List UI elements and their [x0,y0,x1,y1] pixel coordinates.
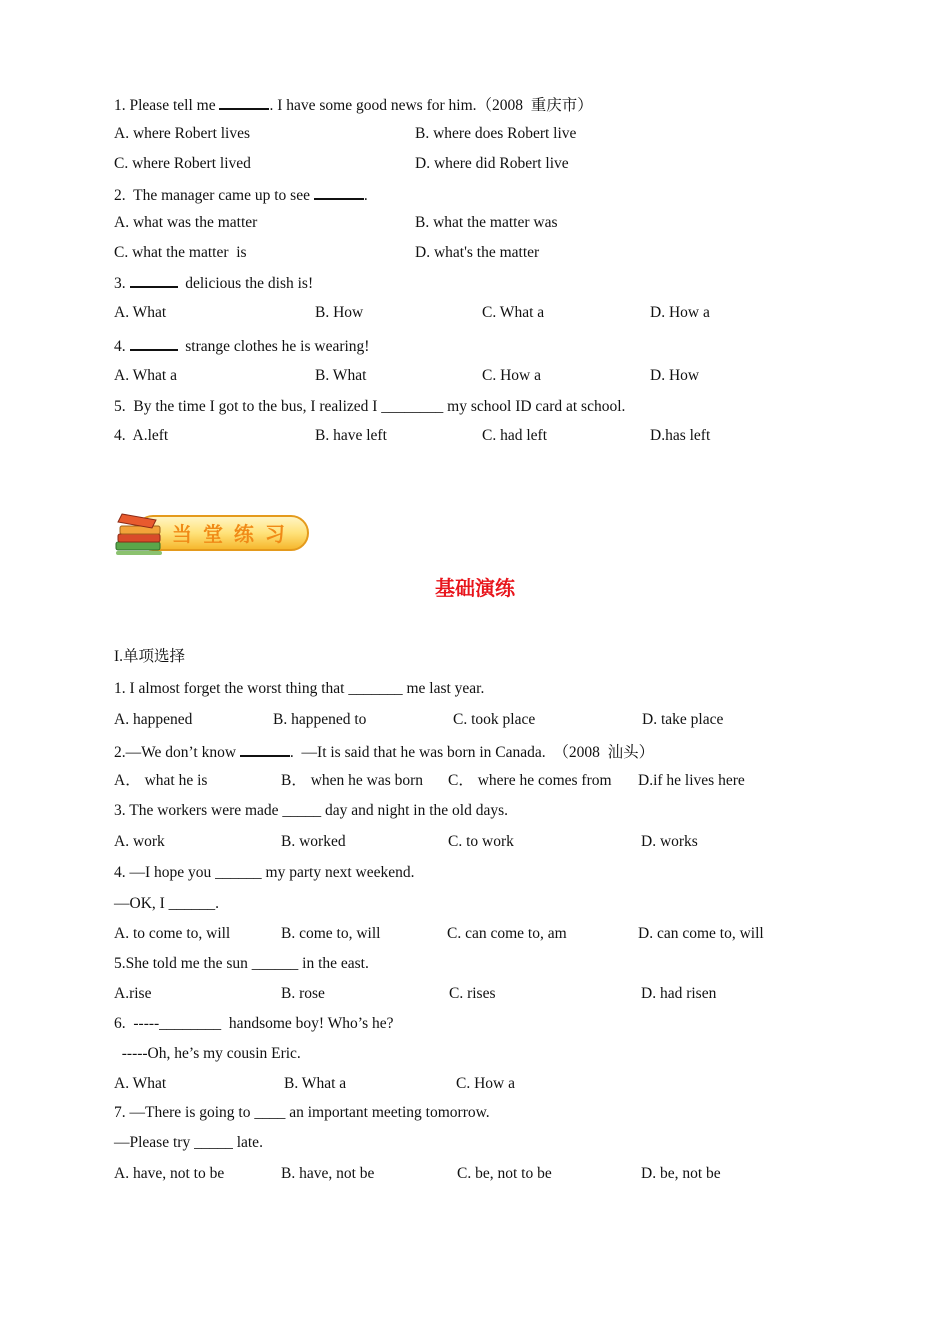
option-a: A. to come to, will [114,925,231,942]
section-title: 基础演练 [435,576,515,600]
question-4 [114,335,369,357]
question-4: 4. —I hope you ______ my party next weekend. [114,864,415,881]
question-6: 6. -----________ handsome boy! Who’s he? [114,1015,394,1032]
answer-blank [219,94,269,110]
section-heading: I.单项选择 [114,648,186,665]
option-a: A. where Robert lives [114,125,251,142]
option-c: C. What a [482,304,545,321]
question-5: 5. By the time I got to the bus, I realized I ________ my school ID card at school. [114,398,626,415]
question-7: 7. —There is going to ____ an important meeting tomorrow. [114,1104,490,1121]
option-c: C. How a [482,367,541,384]
option-d: D. take place [642,711,724,728]
option-c: C. took place [453,711,536,728]
option-b: B. rose [281,985,325,1002]
answer-blank [314,184,364,200]
question-4-reply: —OK, I ______. [114,895,220,912]
option-d: D. where did Robert live [415,155,569,172]
question-3-stem: 3. [114,275,130,292]
option-c: C. can come to, am [447,925,567,942]
badge-label: 当 堂 练 习 [172,522,287,546]
option-b: B. where does Robert live [415,125,577,142]
classroom-practice-badge [112,508,310,560]
option-a: A. what was the matter [114,214,258,231]
option-d: D.if he lives here [638,772,745,789]
option-a: 4. A.left [114,427,169,444]
question-3: 3. The workers were made _____ day and night in the old days. [114,802,509,819]
option-b: B. come to, will [281,925,381,942]
question-3 [114,272,313,294]
question-4-stem: 4. [114,338,130,355]
option-a: A.rise [114,985,152,1002]
question-6-reply: -----Oh, he’s my cousin Eric. [114,1045,301,1062]
option-c: C. where Robert lived [114,155,251,172]
option-c: C. what the matter is [114,244,247,261]
question-1-stem-end: . I have some good news for him.（2008 重庆市） [269,97,593,114]
question-2-stem-end: . —It is said that he was born in Canada. （2008 汕头） [289,744,655,761]
option-b: B. what the matter was [415,214,558,231]
option-a: A. What [114,304,167,321]
option-b: B. have left [315,427,387,444]
option-a: A. have, not to be [114,1165,225,1182]
question-3-stem-end: delicious the dish is! [177,275,314,292]
option-a: A. work [114,833,165,850]
question-2 [114,184,368,206]
question-7-reply: —Please try _____ late. [114,1134,263,1151]
option-b: B． when he was born [281,772,424,789]
question-4-stem-end: strange clothes he is wearing! [177,338,370,355]
answer-blank [130,335,178,351]
option-b: B. worked [281,833,346,850]
question-2-stem-end: . [363,187,368,204]
option-d: D.has left [650,427,711,444]
option-b: B. What [315,367,367,384]
option-d: D. How [650,367,700,384]
option-d: D. be, not be [641,1165,721,1182]
option-d: D. How a [650,304,710,321]
question-2-stem: 2. The manager came up to see [114,187,314,204]
option-b: B. happened to [273,711,367,728]
option-d: D. can come to, will [638,925,764,942]
option-c: C. rises [449,985,496,1002]
option-a: A. What a [114,367,177,384]
option-a: A. What [114,1075,167,1092]
option-c: C. had left [482,427,547,444]
option-c: C． where he comes from [448,772,612,789]
option-b: B. have, not be [281,1165,375,1182]
answer-blank [130,272,178,288]
question-1-stem: 1. Please tell me [114,97,220,114]
option-a: A． what he is [114,772,208,789]
option-d: D. what's the matter [415,244,540,261]
option-c: C. be, not to be [457,1165,552,1182]
option-d: D. works [641,833,698,850]
option-b: B. How [315,304,364,321]
question-1 [114,94,593,116]
answer-blank [240,741,290,757]
option-b: B. What a [284,1075,347,1092]
option-c: C. to work [448,833,514,850]
option-c: C. How a [456,1075,515,1092]
question-2 [114,741,654,763]
question-5: 5.She told me the sun ______ in the east. [114,955,369,972]
question-2-stem: 2.—We don’t know [114,744,240,761]
option-a: A. happened [114,711,193,728]
option-d: D. had risen [641,985,717,1002]
question-1: 1. I almost forget the worst thing that _______ me last year. [114,680,485,697]
